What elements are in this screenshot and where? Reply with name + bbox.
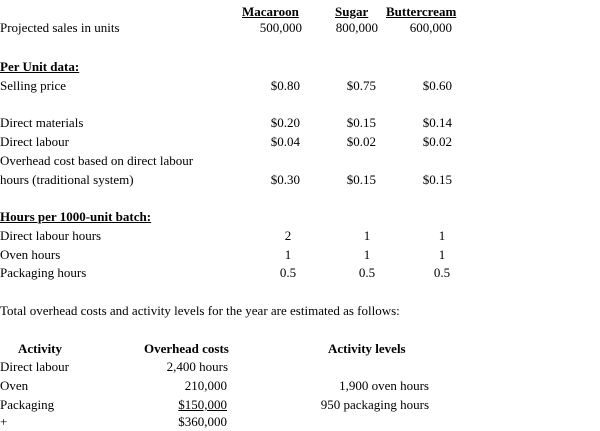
activity-row-3-cost: $360,000 xyxy=(178,414,227,429)
activity-row-1-level: 1,900 oven hours xyxy=(339,378,429,393)
overhead-buttercream: $0.15 xyxy=(422,172,452,187)
oven-hours-macaroon: 1 xyxy=(284,247,292,262)
selling-price-sugar: $0.75 xyxy=(346,78,376,93)
direct-materials-sugar: $0.15 xyxy=(346,115,376,130)
direct-materials-label: Direct materials xyxy=(0,115,84,130)
header-sugar: Sugar xyxy=(335,4,369,19)
dl-hours-sugar: 1 xyxy=(363,228,371,243)
packaging-hours-sugar: 0.5 xyxy=(358,265,376,280)
activity-row-0-cost: 2,400 hours xyxy=(166,359,228,374)
selling-price-buttercream: $0.60 xyxy=(422,78,452,93)
per-unit-heading: Per Unit data: xyxy=(0,59,80,74)
packaging-hours-buttercream: 0.5 xyxy=(433,265,451,280)
oven-hours-buttercream: 1 xyxy=(438,247,446,262)
direct-labour-label: Direct labour xyxy=(0,134,69,149)
oven-hours-sugar: 1 xyxy=(363,247,371,262)
projected-sales-sugar: 800,000 xyxy=(335,20,378,35)
activity-levels-header: Activity levels xyxy=(328,341,406,356)
direct-labour-sugar: $0.02 xyxy=(346,134,376,149)
oven-hours-label: Oven hours xyxy=(0,247,61,262)
header-macaroon: Macaroon xyxy=(242,4,299,19)
overhead-label-line1: Overhead cost based on direct labour xyxy=(0,153,194,168)
dl-hours-label: Direct labour hours xyxy=(0,228,102,243)
dl-hours-macaroon: 2 xyxy=(284,228,292,243)
dl-hours-buttercream: 1 xyxy=(438,228,446,243)
hours-heading: Hours per 1000-unit batch: xyxy=(0,209,152,224)
selling-price-macaroon: $0.80 xyxy=(270,78,300,93)
activity-row-2-name: Packaging xyxy=(0,397,55,412)
activity-row-3-name: + xyxy=(0,414,8,429)
selling-price-label: Selling price xyxy=(0,78,67,93)
projected-sales-label: Projected sales in units xyxy=(0,20,120,35)
activity-row-1-cost: 210,000 xyxy=(184,378,227,393)
direct-materials-macaroon: $0.20 xyxy=(270,115,300,130)
activity-header: Activity xyxy=(17,341,63,356)
activity-row-0-name: Direct labour xyxy=(0,359,69,374)
projected-sales-buttercream: 600,000 xyxy=(409,20,452,35)
overhead-costs-header: Overhead costs xyxy=(144,341,229,356)
header-buttercream: Buttercream xyxy=(386,4,457,19)
overhead-macaroon: $0.30 xyxy=(270,172,300,187)
direct-labour-macaroon: $0.04 xyxy=(270,134,300,149)
activity-row-2-level: 950 packaging hours xyxy=(320,397,429,412)
direct-labour-buttercream: $0.02 xyxy=(422,134,452,149)
packaging-hours-macaroon: 0.5 xyxy=(279,265,297,280)
intro-text: Total overhead costs and activity levels for the year are estimated as follows: xyxy=(0,303,400,318)
projected-sales-macaroon: 500,000 xyxy=(259,20,302,35)
overhead-label-line2: hours (traditional system) xyxy=(0,172,134,187)
packaging-hours-label: Packaging hours xyxy=(0,265,87,280)
activity-row-2-cost: $150,000 xyxy=(178,397,227,412)
overhead-sugar: $0.15 xyxy=(346,172,376,187)
activity-row-1-name: Oven xyxy=(0,378,29,393)
direct-materials-buttercream: $0.14 xyxy=(422,115,452,130)
